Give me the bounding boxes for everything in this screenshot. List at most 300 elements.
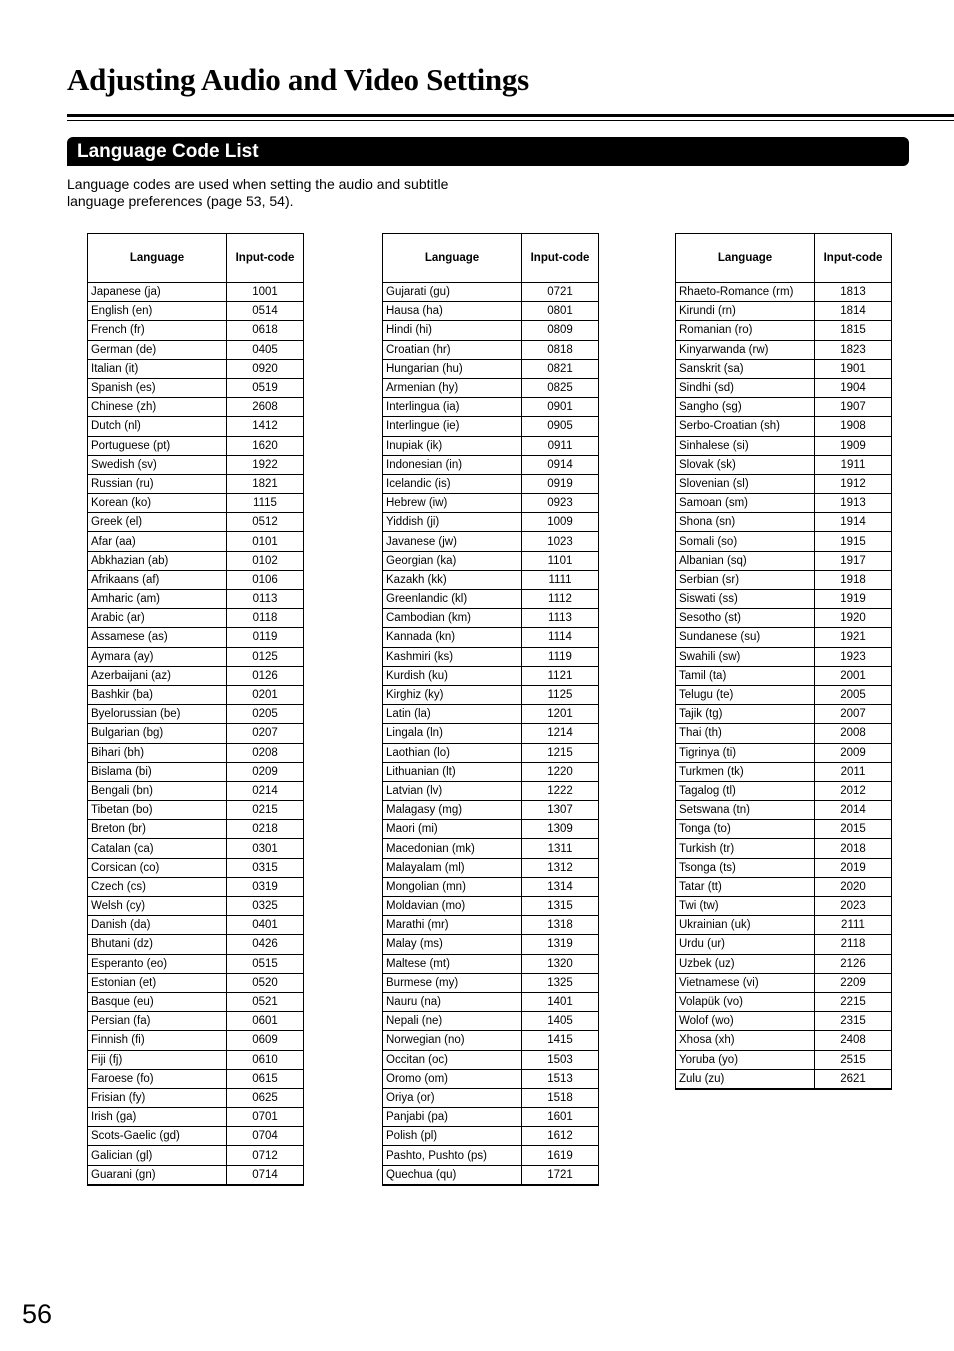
table-row [676, 954, 892, 973]
table-row [383, 1146, 599, 1165]
input-code-cell: 0601 [227, 1012, 304, 1031]
language-column-header: Language [88, 234, 227, 283]
table-row [676, 685, 892, 704]
input-code-cell: 1909 [815, 436, 892, 455]
language-name-cell: Yoruba (yo) [676, 1050, 815, 1069]
table-row [383, 954, 599, 973]
table-row [383, 474, 599, 493]
input-code-cell: 0319 [227, 877, 304, 896]
language-name-cell: Sindhi (sd) [676, 378, 815, 397]
page-number: 56 [22, 1299, 53, 1329]
input-code-cell: 0901 [522, 398, 599, 417]
table-row [383, 551, 599, 570]
language-name-cell: Corsican (co) [88, 858, 227, 877]
table-row [88, 781, 304, 800]
table-row [676, 283, 892, 302]
language-name-cell: Arabic (ar) [88, 609, 227, 628]
input-code-cell: 0405 [227, 340, 304, 359]
table-row [383, 839, 599, 858]
table-row [383, 417, 599, 436]
input-code-cell: 0118 [227, 609, 304, 628]
input-code-cell: 2011 [815, 762, 892, 781]
table-row [88, 666, 304, 685]
language-name-cell: Abkhazian (ab) [88, 551, 227, 570]
input-code-cell: 0704 [227, 1127, 304, 1146]
input-code-cell: 0821 [522, 359, 599, 378]
intro-line-1: Language codes are used when setting the audio and subtitle [67, 176, 449, 192]
table-row [88, 685, 304, 704]
input-code-cell: 0701 [227, 1108, 304, 1127]
language-name-cell: Pashto, Pushto (ps) [383, 1146, 522, 1165]
input-code-cell: 0102 [227, 551, 304, 570]
language-name-cell: Bengali (bn) [88, 781, 227, 800]
language-name-cell: Malagasy (mg) [383, 801, 522, 820]
language-name-cell: Rhaeto-Romance (rm) [676, 283, 815, 302]
input-code-cell: 0106 [227, 570, 304, 589]
table-row [676, 321, 892, 340]
input-code-cell: 1121 [522, 666, 599, 685]
table-row [383, 1165, 599, 1185]
table-row [383, 1050, 599, 1069]
language-name-cell: Kazakh (kk) [383, 570, 522, 589]
language-name-cell: Thai (th) [676, 724, 815, 743]
input-code-cell: 1918 [815, 570, 892, 589]
input-code-cell: 0615 [227, 1069, 304, 1088]
language-name-cell: Quechua (qu) [383, 1165, 522, 1185]
language-name-cell: Sanskrit (sa) [676, 359, 815, 378]
table-row [88, 743, 304, 762]
table-row [88, 935, 304, 954]
table-row [383, 1031, 599, 1050]
language-name-cell: Uzbek (uz) [676, 954, 815, 973]
input-code-cell: 0126 [227, 666, 304, 685]
language-name-cell: Marathi (mr) [383, 916, 522, 935]
table-row [676, 570, 892, 589]
table-row [88, 417, 304, 436]
language-name-cell: Finnish (fi) [88, 1031, 227, 1050]
language-name-cell: Scots-Gaelic (gd) [88, 1127, 227, 1146]
language-name-cell: Sangho (sg) [676, 398, 815, 417]
language-name-cell: Estonian (et) [88, 973, 227, 992]
table-row [88, 897, 304, 916]
table-row [88, 954, 304, 973]
input-code-cell: 1913 [815, 494, 892, 513]
table-row [676, 762, 892, 781]
table-row [676, 340, 892, 359]
language-name-cell: Czech (cs) [88, 877, 227, 896]
table-row [88, 321, 304, 340]
input-code-cell: 0521 [227, 992, 304, 1011]
language-name-cell: Occitan (oc) [383, 1050, 522, 1069]
language-name-cell: Greenlandic (kl) [383, 590, 522, 609]
input-code-cell: 1813 [815, 283, 892, 302]
table-row [383, 897, 599, 916]
language-name-cell: Korean (ko) [88, 494, 227, 513]
input-code-cell: 2621 [815, 1069, 892, 1089]
table-row [88, 359, 304, 378]
input-code-cell: 2018 [815, 839, 892, 858]
language-name-cell: Sesotho (st) [676, 609, 815, 628]
table-row [383, 1012, 599, 1031]
table-row [88, 858, 304, 877]
table-row [88, 820, 304, 839]
language-name-cell: Siswati (ss) [676, 590, 815, 609]
input-code-cell: 2009 [815, 743, 892, 762]
language-name-cell: Swahili (sw) [676, 647, 815, 666]
table-row [88, 762, 304, 781]
table-row [88, 1165, 304, 1185]
table-row [88, 378, 304, 397]
language-name-cell: Somali (so) [676, 532, 815, 551]
input-code-cell: 0905 [522, 417, 599, 436]
language-name-cell: Panjabi (pa) [383, 1108, 522, 1127]
table-row [383, 436, 599, 455]
input-code-cell: 1119 [522, 647, 599, 666]
table-row [383, 494, 599, 513]
language-name-cell: French (fr) [88, 321, 227, 340]
input-code-cell: 1914 [815, 513, 892, 532]
table-row [383, 1127, 599, 1146]
table-row [383, 992, 599, 1011]
input-code-cell: 1220 [522, 762, 599, 781]
input-code-cell: 0125 [227, 647, 304, 666]
language-name-cell: Latvian (lv) [383, 781, 522, 800]
language-name-cell: Macedonian (mk) [383, 839, 522, 858]
input-code-cell: 0920 [227, 359, 304, 378]
input-code-cell: 0426 [227, 935, 304, 954]
language-name-cell: Catalan (ca) [88, 839, 227, 858]
input-code-cell: 1001 [227, 283, 304, 302]
table-row [383, 762, 599, 781]
table-row [88, 628, 304, 647]
table-row [676, 417, 892, 436]
input-code-cell: 0207 [227, 724, 304, 743]
input-code-cell: 0801 [522, 302, 599, 321]
language-name-cell: Hindi (hi) [383, 321, 522, 340]
language-name-cell: Zulu (zu) [676, 1069, 815, 1089]
language-name-cell: Armenian (hy) [383, 378, 522, 397]
table-row [676, 1050, 892, 1069]
section-title: Language Code List [77, 141, 259, 162]
input-code-cell: 0919 [522, 474, 599, 493]
table-row [383, 590, 599, 609]
table-row [676, 628, 892, 647]
input-code-cell: 0515 [227, 954, 304, 973]
language-name-cell: Yiddish (ji) [383, 513, 522, 532]
language-name-cell: Russian (ru) [88, 474, 227, 493]
input-code-cell: 0218 [227, 820, 304, 839]
language-name-cell: Serbian (sr) [676, 570, 815, 589]
input-code-cell: 0325 [227, 897, 304, 916]
table-row [676, 1069, 892, 1089]
language-name-cell: Maltese (mt) [383, 954, 522, 973]
input-code-cell: 1814 [815, 302, 892, 321]
input-code-cell: 1915 [815, 532, 892, 551]
input-code-cell: 1907 [815, 398, 892, 417]
table-row [676, 1031, 892, 1050]
input-code-cell: 1917 [815, 551, 892, 570]
input-code-cell: 1101 [522, 551, 599, 570]
intro-line-2: language preferences (page 53, 54). [67, 193, 294, 209]
table-row [88, 340, 304, 359]
table-row [383, 935, 599, 954]
language-name-cell: Byelorussian (be) [88, 705, 227, 724]
language-name-cell: Afar (aa) [88, 532, 227, 551]
language-name-cell: Kinyarwanda (rw) [676, 340, 815, 359]
input-code-cell: 1620 [227, 436, 304, 455]
input-code-cell: 2014 [815, 801, 892, 820]
input-code-cell: 2005 [815, 685, 892, 704]
input-code-cell: 1601 [522, 1108, 599, 1127]
language-name-cell: Lingala (ln) [383, 724, 522, 743]
input-code-cell: 1415 [522, 1031, 599, 1050]
table-row [383, 916, 599, 935]
table-row [383, 801, 599, 820]
language-name-cell: Twi (tw) [676, 897, 815, 916]
table-row [383, 378, 599, 397]
language-name-cell: Hungarian (hu) [383, 359, 522, 378]
input-code-cell: 2019 [815, 858, 892, 877]
table-row [88, 474, 304, 493]
language-name-cell: Sinhalese (si) [676, 436, 815, 455]
language-name-cell: Amharic (am) [88, 590, 227, 609]
input-code-cell: 1325 [522, 973, 599, 992]
table-row [88, 494, 304, 513]
input-code-cell: 1319 [522, 935, 599, 954]
table-row [88, 801, 304, 820]
language-name-cell: Romanian (ro) [676, 321, 815, 340]
table-row [88, 398, 304, 417]
table-row [383, 1108, 599, 1127]
table-row [383, 781, 599, 800]
table-row [676, 436, 892, 455]
table-row [88, 455, 304, 474]
language-name-cell: Chinese (zh) [88, 398, 227, 417]
language-name-cell: Norwegian (no) [383, 1031, 522, 1050]
language-name-cell: Tsonga (ts) [676, 858, 815, 877]
language-name-cell: Assamese (as) [88, 628, 227, 647]
input-code-cell: 0714 [227, 1165, 304, 1185]
input-code-cell: 1721 [522, 1165, 599, 1185]
table-row [676, 705, 892, 724]
table-row [383, 973, 599, 992]
input-code-cell: 0101 [227, 532, 304, 551]
language-name-cell: Bihari (bh) [88, 743, 227, 762]
input-code-cell: 1920 [815, 609, 892, 628]
table-row [383, 359, 599, 378]
table-row [88, 532, 304, 551]
language-column-header: Language [383, 234, 522, 283]
table-row [383, 705, 599, 724]
input-code-cell: 2023 [815, 897, 892, 916]
language-name-cell: Javanese (jw) [383, 532, 522, 551]
input-code-cell: 1111 [522, 570, 599, 589]
input-code-cell: 1112 [522, 590, 599, 609]
language-name-cell: Galician (gl) [88, 1146, 227, 1165]
input-code-cell: 1518 [522, 1088, 599, 1107]
input-code-cell: 2015 [815, 820, 892, 839]
language-name-cell: Bashkir (ba) [88, 685, 227, 704]
input-code-cell: 2315 [815, 1012, 892, 1031]
input-code-cell: 2008 [815, 724, 892, 743]
language-name-cell: Oromo (om) [383, 1069, 522, 1088]
language-name-cell: Cambodian (km) [383, 609, 522, 628]
table-row [676, 551, 892, 570]
table-row [383, 628, 599, 647]
language-name-cell: Kurdish (ku) [383, 666, 522, 685]
language-name-cell: Croatian (hr) [383, 340, 522, 359]
table-row [88, 1146, 304, 1165]
input-code-cell: 0721 [522, 283, 599, 302]
table-row [676, 973, 892, 992]
table-row [676, 609, 892, 628]
language-name-cell: Samoan (sm) [676, 494, 815, 513]
table-row [88, 590, 304, 609]
table-row [676, 590, 892, 609]
table-row [383, 743, 599, 762]
table-row [676, 877, 892, 896]
language-name-cell: Bulgarian (bg) [88, 724, 227, 743]
input-code-cell: 0113 [227, 590, 304, 609]
table-row [88, 1012, 304, 1031]
table-row [383, 1069, 599, 1088]
table-header-row [676, 234, 892, 283]
language-name-cell: Interlingua (ia) [383, 398, 522, 417]
language-name-cell: Japanese (ja) [88, 283, 227, 302]
table-row [676, 666, 892, 685]
input-code-cell: 1307 [522, 801, 599, 820]
input-code-cell: 1401 [522, 992, 599, 1011]
input-code-cell: 1911 [815, 455, 892, 474]
table-row [88, 513, 304, 532]
input-code-cell: 1114 [522, 628, 599, 647]
language-name-cell: Kirundi (rn) [676, 302, 815, 321]
input-code-cell: 1309 [522, 820, 599, 839]
input-code-column-header: Input-code [815, 234, 892, 283]
input-code-cell: 2118 [815, 935, 892, 954]
input-code-cell: 1315 [522, 897, 599, 916]
language-name-cell: Telugu (te) [676, 685, 815, 704]
input-code-cell: 1821 [227, 474, 304, 493]
table-row [676, 1012, 892, 1031]
input-code-cell: 0315 [227, 858, 304, 877]
input-code-cell: 0301 [227, 839, 304, 858]
language-name-cell: Tibetan (bo) [88, 801, 227, 820]
language-name-cell: Greek (el) [88, 513, 227, 532]
language-name-cell: Kashmiri (ks) [383, 647, 522, 666]
table-row [676, 781, 892, 800]
table-row [383, 532, 599, 551]
table-row [383, 455, 599, 474]
language-name-cell: Turkmen (tk) [676, 762, 815, 781]
input-code-cell: 0610 [227, 1050, 304, 1069]
input-code-cell: 1201 [522, 705, 599, 724]
language-code-table-1 [87, 233, 304, 1186]
table-row [88, 992, 304, 1011]
table-row [88, 302, 304, 321]
intro-text [67, 176, 487, 210]
input-code-cell: 0119 [227, 628, 304, 647]
table-row [676, 398, 892, 417]
input-code-cell: 1113 [522, 609, 599, 628]
table-row [88, 839, 304, 858]
table-row [88, 647, 304, 666]
input-code-cell: 2408 [815, 1031, 892, 1050]
language-name-cell: Guarani (gn) [88, 1165, 227, 1185]
input-code-cell: 0914 [522, 455, 599, 474]
table-row [383, 609, 599, 628]
table-row [88, 724, 304, 743]
input-code-cell: 2126 [815, 954, 892, 973]
input-code-cell: 1921 [815, 628, 892, 647]
table-row [383, 820, 599, 839]
language-code-table-2 [382, 233, 599, 1186]
input-code-cell: 1412 [227, 417, 304, 436]
input-code-cell: 1815 [815, 321, 892, 340]
input-code-cell: 2007 [815, 705, 892, 724]
language-name-cell: Tajik (tg) [676, 705, 815, 724]
language-name-cell: Breton (br) [88, 820, 227, 839]
language-name-cell: Lithuanian (lt) [383, 762, 522, 781]
table-row [383, 647, 599, 666]
language-column-header: Language [676, 234, 815, 283]
language-name-cell: Hebrew (iw) [383, 494, 522, 513]
language-name-cell: Latin (la) [383, 705, 522, 724]
language-name-cell: Sundanese (su) [676, 628, 815, 647]
table-row [676, 378, 892, 397]
language-name-cell: Italian (it) [88, 359, 227, 378]
input-code-cell: 1318 [522, 916, 599, 935]
language-name-cell: Indonesian (in) [383, 455, 522, 474]
table-row [676, 820, 892, 839]
table-row [676, 858, 892, 877]
input-code-cell: 1919 [815, 590, 892, 609]
language-name-cell: Interlingue (ie) [383, 417, 522, 436]
language-name-cell: Afrikaans (af) [88, 570, 227, 589]
language-name-cell: Moldavian (mo) [383, 897, 522, 916]
language-name-cell: Laothian (lo) [383, 743, 522, 762]
table-row [383, 877, 599, 896]
language-name-cell: Urdu (ur) [676, 935, 815, 954]
input-code-cell: 1503 [522, 1050, 599, 1069]
table-row [676, 647, 892, 666]
language-name-cell: Persian (fa) [88, 1012, 227, 1031]
input-code-cell: 2209 [815, 973, 892, 992]
input-code-cell: 0618 [227, 321, 304, 340]
language-name-cell: Polish (pl) [383, 1127, 522, 1146]
table-row [676, 359, 892, 378]
language-name-cell: Georgian (ka) [383, 551, 522, 570]
language-name-cell: Tagalog (tl) [676, 781, 815, 800]
header-rule-thin [67, 120, 954, 121]
language-name-cell: Nepali (ne) [383, 1012, 522, 1031]
table-row [383, 398, 599, 417]
input-code-cell: 1922 [227, 455, 304, 474]
table-row [676, 302, 892, 321]
input-code-cell: 0401 [227, 916, 304, 935]
language-name-cell: Icelandic (is) [383, 474, 522, 493]
input-code-cell: 0214 [227, 781, 304, 800]
language-name-cell: Irish (ga) [88, 1108, 227, 1127]
input-code-cell: 0215 [227, 801, 304, 820]
language-name-cell: Ukrainian (uk) [676, 916, 815, 935]
language-name-cell: Tatar (tt) [676, 877, 815, 896]
language-name-cell: Oriya (or) [383, 1088, 522, 1107]
input-code-cell: 2215 [815, 992, 892, 1011]
input-code-cell: 2020 [815, 877, 892, 896]
input-code-cell: 1908 [815, 417, 892, 436]
input-code-cell: 1513 [522, 1069, 599, 1088]
